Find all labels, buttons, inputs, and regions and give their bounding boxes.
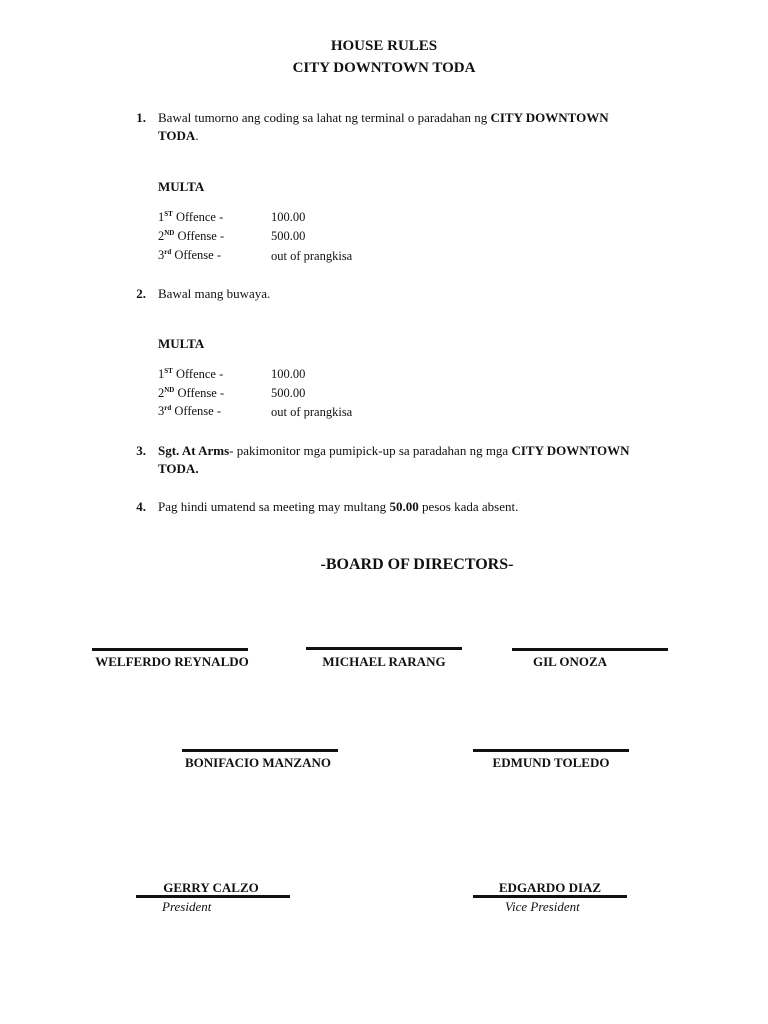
signature-line bbox=[92, 648, 248, 651]
signature-line bbox=[136, 895, 290, 898]
director-name: EDMUND TOLEDO bbox=[492, 755, 610, 770]
offense-amount: 500.00 bbox=[271, 229, 306, 243]
offense-amount: out of prangkisa bbox=[271, 249, 353, 263]
offense-amount: out of prangkisa bbox=[271, 405, 353, 419]
director-name: BONIFACIO MANZANO bbox=[184, 755, 331, 770]
multa-heading: MULTA bbox=[158, 179, 205, 194]
director-name: GIL ONOZA bbox=[532, 654, 608, 669]
signature-line bbox=[512, 648, 668, 651]
rule-text: Pag hindi umatend sa meeting may multang 50.00 pesos kada absent. bbox=[158, 499, 519, 514]
document-title: HOUSE RULES bbox=[330, 38, 438, 54]
signature-line bbox=[473, 749, 629, 752]
rule-text: Sgt. At Arms- pakimonitor mga pumipick-up sa paradahan ng mga CITY DOWNTOWN TODA. bbox=[158, 443, 630, 476]
offense-label: 3rd Offense - bbox=[158, 248, 221, 262]
signature-line bbox=[473, 895, 627, 898]
document-subtitle: CITY DOWNTOWN TODA bbox=[292, 60, 476, 76]
director-name: GERRY CALZO bbox=[163, 880, 259, 895]
offense-label: 2ND Offense - bbox=[158, 386, 225, 400]
director-name: MICHAEL RARANG bbox=[322, 654, 446, 669]
offense-amount: 100.00 bbox=[271, 210, 306, 224]
signature-line bbox=[306, 647, 462, 650]
rule-text: Bawal tumorno ang coding sa lahat ng terminal o paradahan ng CITY DOWNTOWN TODA. bbox=[158, 110, 609, 143]
offense-amount: 100.00 bbox=[271, 367, 306, 381]
rule-number: 1. bbox=[136, 110, 146, 125]
director-name: EDGARDO DIAZ bbox=[498, 880, 602, 895]
offense-label: 1ST Offence - bbox=[158, 210, 224, 224]
signature-line bbox=[182, 749, 338, 752]
rule-number: 3. bbox=[136, 443, 146, 458]
offense-label: 1ST Offence - bbox=[158, 367, 224, 381]
board-title: -BOARD OF DIRECTORS- bbox=[320, 556, 514, 573]
director-role: Vice President bbox=[505, 899, 580, 914]
director-role: President bbox=[162, 899, 212, 914]
rule-text: Bawal mang buwaya. bbox=[158, 286, 271, 301]
director-name: WELFERDO REYNALDO bbox=[95, 654, 249, 669]
offense-label: 2ND Offense - bbox=[158, 229, 225, 243]
offense-label: 3rd Offense - bbox=[158, 404, 221, 418]
rule-number: 4. bbox=[136, 499, 146, 514]
multa-heading: MULTA bbox=[158, 336, 205, 351]
rule-number: 2. bbox=[136, 286, 146, 301]
offense-amount: 500.00 bbox=[271, 386, 306, 400]
